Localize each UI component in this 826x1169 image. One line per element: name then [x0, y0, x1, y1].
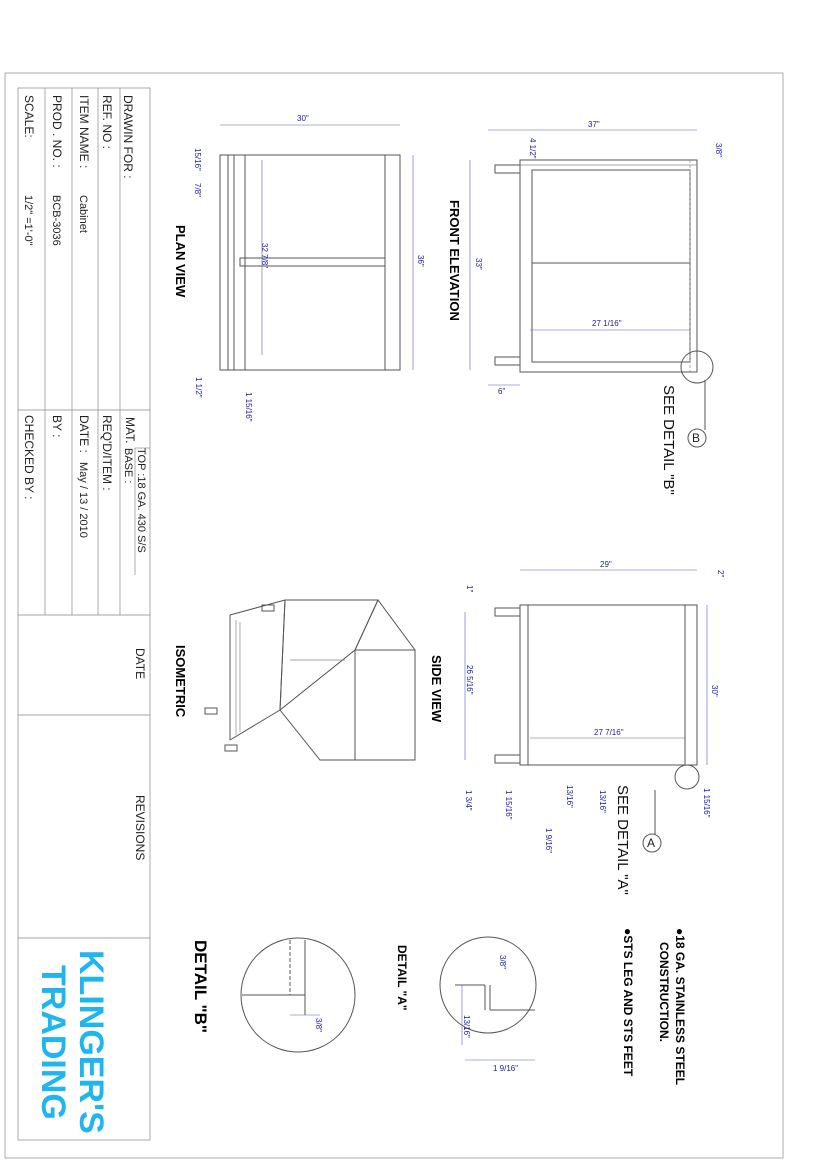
dim-side-27-716: 27 7/16": [594, 728, 624, 737]
prod-no-label: PROD . NO. :: [50, 95, 64, 168]
brand-line-1: KLINGER'S: [72, 950, 110, 1134]
dim-side-30: 30": [710, 685, 719, 697]
revisions-column-header: REVISIONS: [133, 795, 147, 861]
note-1-cont: CONSTRUCTION.: [657, 942, 671, 1042]
by-label: BY :: [50, 415, 64, 438]
dim-side-13-16b: 13/16": [598, 790, 607, 813]
dim-side-1: 1": [465, 585, 474, 593]
see-detail-a: SEE DETAIL "A": [614, 785, 631, 895]
mat-top: TOP :18 GA. 430 S/S: [135, 448, 147, 553]
checked-by-label: CHECKED BY :: [22, 415, 36, 500]
dim-side-26-516: 26 5/16": [465, 665, 474, 695]
dim-detail-a-1-916: 1 9/16": [493, 1064, 519, 1073]
dim-side-29: 29": [600, 560, 612, 569]
see-detail-b: SEE DETAIL "B": [660, 385, 677, 495]
title-block: [18, 88, 150, 1140]
isometric-view: [173, 600, 415, 760]
scale-value: 1/2" =1'-0": [22, 195, 34, 246]
date-value: May / 13 / 2010: [77, 462, 89, 538]
drawn-for-label: DRAWIN FOR :: [121, 95, 135, 179]
dim-detail-a-38: 3/8": [498, 955, 507, 969]
dim-plan-1-1516: 1 15/16": [244, 392, 253, 422]
dim-plan-32-78: 32 7/8": [260, 243, 269, 269]
item-name-label: ITEM NAME :: [77, 95, 91, 169]
dim-front-37: 37": [588, 120, 600, 129]
dim-side-13-16a: 13/16": [565, 785, 574, 808]
dim-front-6: 6": [498, 387, 506, 396]
note-1: ●18 GA. STAINLESS STEEL: [673, 928, 687, 1086]
dim-plan-1-12: 1 1/2": [194, 377, 203, 398]
dim-side-1-1516b: 1 15/16": [702, 788, 711, 818]
dim-front-33: 33": [474, 258, 483, 270]
detail-a-title: DETAIL "A": [395, 945, 409, 1011]
dim-side-1-916: 1 9/16": [544, 828, 553, 854]
side-view: [429, 560, 725, 895]
plan-view: [173, 114, 425, 422]
dim-side-1-1516a: 1 15/16": [504, 790, 513, 820]
reqd-item-label: REQ'D/ITEM :: [100, 415, 114, 491]
dim-plan-30: 30": [297, 114, 309, 123]
detail-b-marker-label: B: [692, 431, 701, 445]
date-column-header: DATE: [133, 648, 147, 680]
dim-plan-15-16: 15/16": [193, 148, 202, 171]
detail-a-marker-label: A: [647, 836, 656, 850]
note-2: ●STS LEG AND STS FEET: [621, 928, 635, 1077]
dim-detail-b-38: 3/8": [314, 1018, 323, 1032]
detail-a: [395, 937, 536, 1073]
ref-no-label: REF. NO :: [100, 95, 114, 150]
detail-b: [191, 938, 355, 1052]
dim-front-4-12: 4 1/2": [528, 138, 537, 159]
mat-base: BASE :: [122, 448, 134, 484]
brand-line-2: TRADING: [34, 965, 72, 1120]
dim-plan-7-8: 7/8": [193, 183, 202, 197]
front-elevation-view: [447, 120, 723, 495]
plan-view-title: PLAN VIEW: [173, 225, 188, 298]
date-label: DATE :: [77, 415, 91, 453]
front-elevation-title: FRONT ELEVATION: [447, 200, 462, 321]
item-name-value: Cabinet: [77, 195, 89, 233]
dim-side-1-34: 1 3/4": [464, 790, 473, 811]
dim-front-38: 3/8": [714, 143, 723, 157]
side-view-title: SIDE VIEW: [429, 655, 444, 723]
dim-detail-a-13-16: 13/16": [462, 1015, 471, 1038]
isometric-title: ISOMETRIC: [173, 645, 188, 718]
detail-b-title: DETAIL "B": [191, 940, 210, 1033]
dim-front-27-116: 27 1/16": [592, 319, 622, 328]
notes: [621, 928, 687, 1085]
dim-side-2: 2": [716, 570, 725, 578]
mat-label: MAT.: [123, 417, 137, 444]
dim-plan-36: 36": [416, 255, 425, 267]
prod-no-value: BCB-3036: [50, 195, 62, 246]
scale-label: SCALE:: [22, 95, 36, 138]
